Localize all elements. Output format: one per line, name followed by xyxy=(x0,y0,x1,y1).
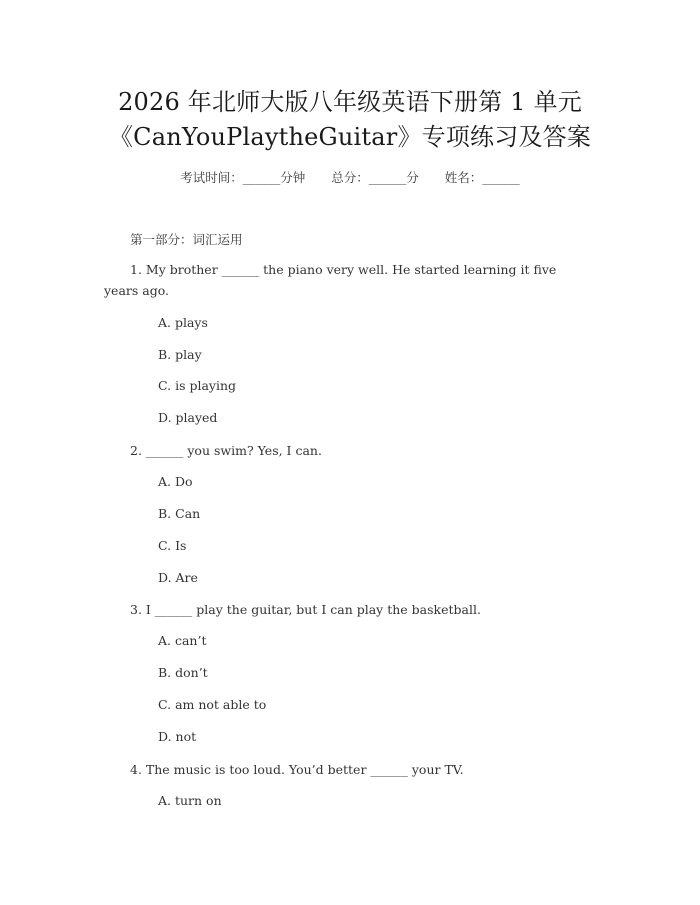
total-score-field: 总分：______分 xyxy=(331,170,419,185)
exam-info-row xyxy=(0,168,700,188)
question-4-option-a: A. turn on xyxy=(158,793,222,808)
question-3-option-b: B. don’t xyxy=(158,665,208,680)
question-2: 2. ______ you swim? Yes, I can. xyxy=(130,443,322,458)
question-1-option-c: C. is playing xyxy=(158,378,237,393)
question-1-option-d: D. played xyxy=(158,410,218,425)
student-name-field: 姓名：______ xyxy=(444,170,520,185)
question-1-option-b: B. play xyxy=(158,347,202,362)
exam-time-field: 考试时间：______分钟 xyxy=(180,170,306,185)
question-2-option-a: A. Do xyxy=(158,474,193,489)
document-title-line-2: 《CanYouPlaytheGuitar》专项练习及答案 xyxy=(108,123,592,151)
question-3-option-c: C. am not able to xyxy=(158,697,267,712)
question-1-option-a: A. plays xyxy=(158,315,208,330)
document-title-line-1: 2026 年北师大版八年级英语下册第 1 单元 xyxy=(118,88,582,116)
question-1: 1. My brother ______ the piano very well. He started learning it five years ago. xyxy=(104,262,557,298)
question-2-option-d: D. Are xyxy=(158,570,198,585)
question-2-option-c: C. Is xyxy=(158,538,187,553)
section-heading: 第一部分：词汇运用 xyxy=(130,232,243,247)
question-2-option-b: B. Can xyxy=(158,506,201,521)
question-3-option-d: D. not xyxy=(158,729,197,744)
question-3-option-a: A. can’t xyxy=(158,633,207,648)
question-3: 3. I ______ play the guitar, but I can play the basketball. xyxy=(130,602,481,617)
question-4: 4. The music is too loud. You’d better ______ your TV. xyxy=(130,762,464,777)
